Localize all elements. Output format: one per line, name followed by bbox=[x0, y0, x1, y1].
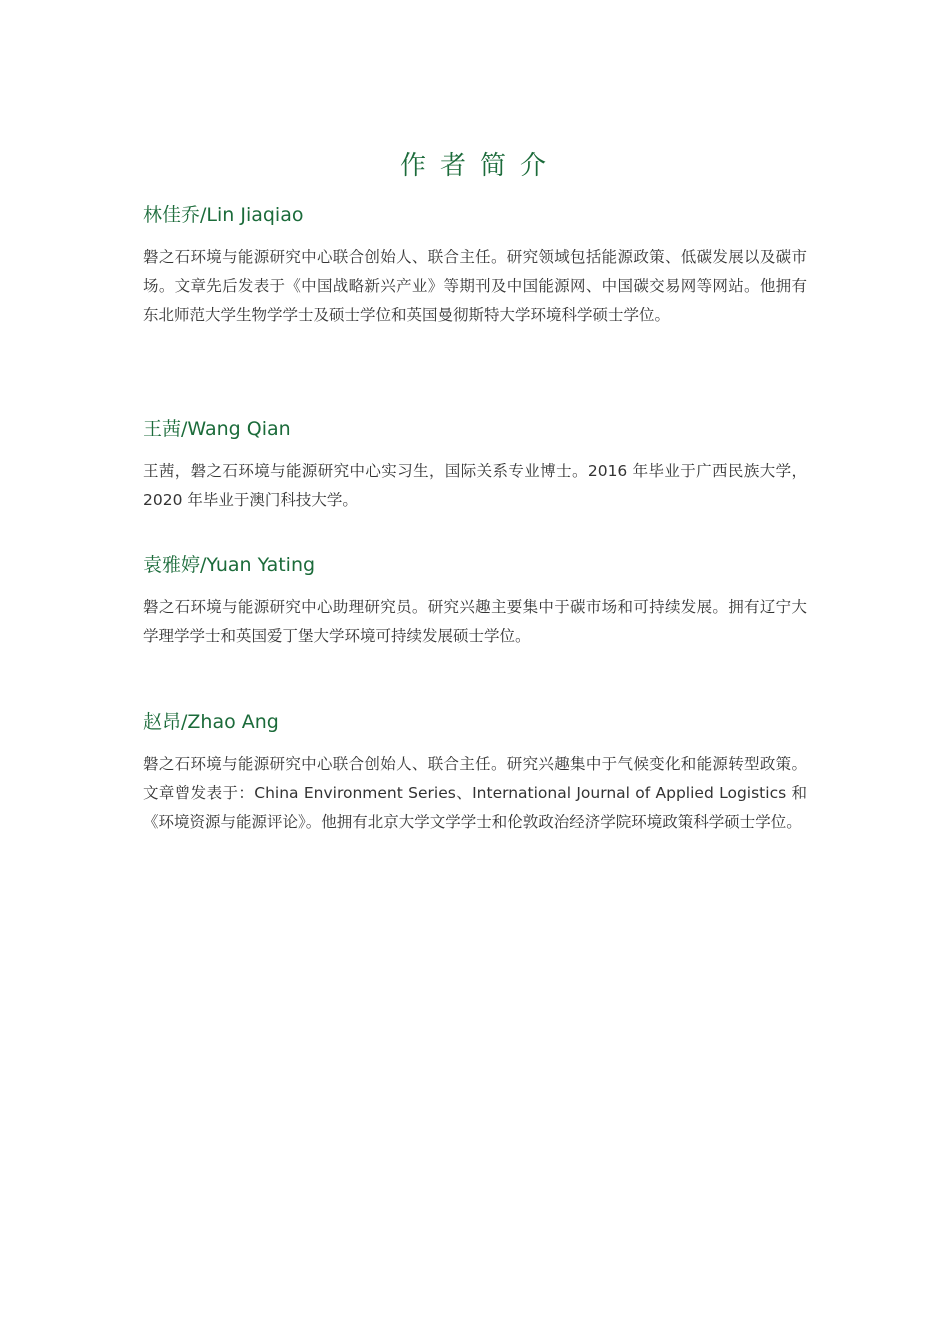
author-bio: 磐之石环境与能源研究中心助理研究员。研究兴趣主要集中于碳市场和可持续发展。拥有辽宁大学理学学士和英国爱丁堡大学环境可持续发展硕士学位。 bbox=[143, 598, 807, 645]
author-section-wang-qian bbox=[143, 415, 807, 515]
author-section-lin-jiaqiao bbox=[143, 201, 807, 330]
author-section-zhao-ang bbox=[143, 708, 807, 837]
author-section-yuan-yating bbox=[143, 551, 807, 651]
author-name: 王茜/Wang Qian bbox=[143, 418, 291, 440]
author-name: 赵昂/Zhao Ang bbox=[143, 711, 279, 733]
author-name: 林佳乔/Lin Jiaqiao bbox=[143, 204, 304, 226]
author-bio: 王茜，磐之石环境与能源研究中心实习生，国际关系专业博士。2016 年毕业于广西民族大学，2020 年毕业于澳门科技大学。 bbox=[143, 462, 807, 509]
author-name: 袁雅婷/Yuan Yating bbox=[143, 554, 316, 576]
page-title: 作者简介 bbox=[399, 151, 560, 181]
author-bio: 磐之石环境与能源研究中心联合创始人、联合主任。研究领域包括能源政策、低碳发展以及碳市场。文章先后发表于《中国战略新兴产业》等期刊及中国能源网、中国碳交易网等网站。他拥有东北师范大学生物学学士及硕士学位和英国曼彻斯特大学环境科学硕士学位。 bbox=[143, 248, 807, 324]
author-bio: 磐之石环境与能源研究中心联合创始人、联合主任。研究兴趣集中于气候变化和能源转型政策。文章曾发表于：China Environment Series、International Journal of Applied Logistics 和《环境资源与能源评论》。他拥有北京大学文学学士和伦敦政治经济学院环境政策科学硕士学位。 bbox=[143, 755, 807, 831]
